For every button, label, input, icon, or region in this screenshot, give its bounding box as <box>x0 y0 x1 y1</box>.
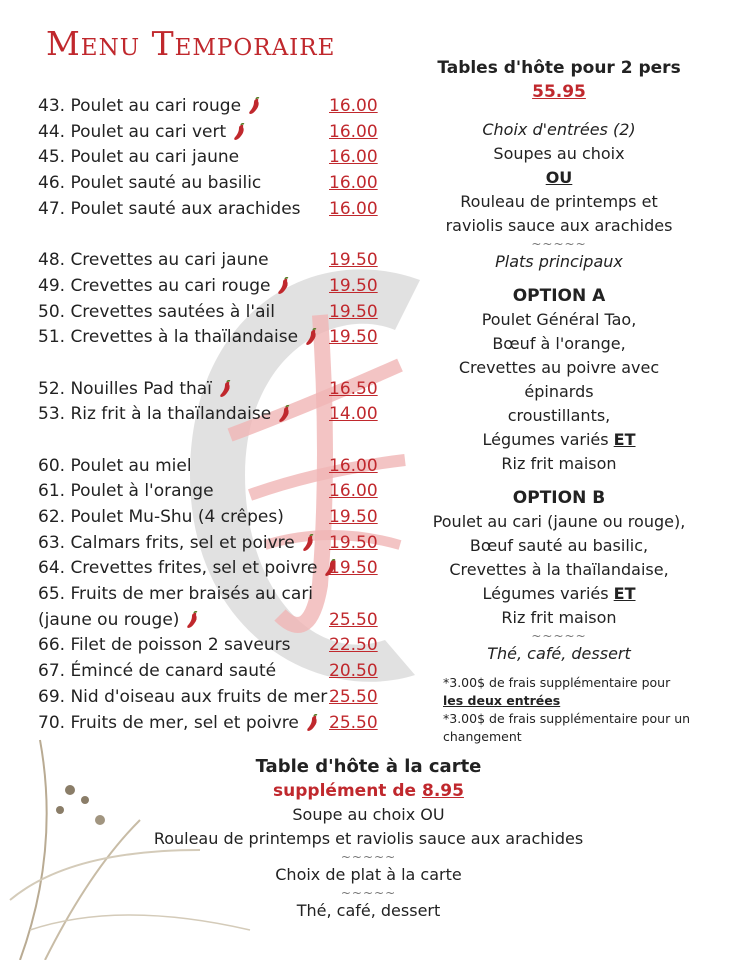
menu-item-name: (jaune ou rouge) <box>38 609 180 630</box>
menu-item-price: 16.00 <box>329 147 378 168</box>
option-b-title: OPTION B <box>512 488 606 508</box>
carte-section <box>0 755 737 923</box>
chili-pepper-icon <box>276 277 290 295</box>
supp-label: supplément de <box>273 781 417 801</box>
note2: *3.00$ de frais supplémentaire pour un changement <box>443 711 691 744</box>
option-a-line: croustillants, <box>507 406 611 425</box>
menu-item <box>38 248 388 274</box>
menu-item-name: 51. Crevettes à la thaïlandaise <box>38 327 299 348</box>
carte-title: Table d'hôte à la carte <box>255 756 482 777</box>
carte-line1: Soupe au choix OU <box>292 805 445 824</box>
menu-item <box>38 94 388 120</box>
menu-item-name: 47. Poulet sauté aux arachides <box>38 198 301 219</box>
menu-item-price: 20.50 <box>329 661 378 682</box>
carte-line4: Thé, café, dessert <box>296 901 441 920</box>
table-hote-price: 55.95 <box>532 82 586 102</box>
menu-item <box>38 479 388 505</box>
menu-item-price: 25.50 <box>329 686 378 707</box>
note1-b: les deux entrées <box>443 693 561 708</box>
menu-item-name: 63. Calmars frits, sel et poivre <box>38 532 295 553</box>
menu-item-name: 62. Poulet Mu-Shu (4 crêpes) <box>38 507 284 527</box>
riz-text: Riz frit maison <box>501 608 617 627</box>
soupes-text: Soupes au choix <box>493 144 625 163</box>
chili-pepper-icon <box>277 405 291 423</box>
chili-pepper-icon <box>304 328 318 346</box>
menu-item-name: 50. Crevettes sautées à l'ail <box>38 301 275 322</box>
option-a-line: Bœuf à l'orange, <box>492 334 626 353</box>
menu-item-price: 16.00 <box>329 455 378 476</box>
menu-item <box>38 582 388 608</box>
menu-item-name: 43. Poulet au cari rouge <box>38 96 242 116</box>
menu-item-price: 19.50 <box>329 558 378 579</box>
menu-item-name: 48. Crevettes au cari jaune <box>38 250 269 271</box>
carte-line3: Choix de plat à la carte <box>275 865 462 884</box>
menu-item-price: 19.50 <box>329 327 378 348</box>
menu-item <box>38 300 388 326</box>
menu-item-price: 19.50 <box>329 250 378 271</box>
option-a-line: Crevettes au poivre avec épinards <box>458 358 660 401</box>
note1-a: *3.00$ de frais supplémentaire pour <box>443 675 671 690</box>
menu-item-price: 16.50 <box>329 378 378 399</box>
rouleau-line2: raviolis sauce aux arachides <box>445 216 673 235</box>
option-b-line: Bœuf sauté au basilic, <box>469 536 649 555</box>
legumes-text: Légumes variés <box>482 584 609 603</box>
menu-item-name: 53. Riz frit à la thaïlandaise <box>38 404 272 425</box>
separator: ~~~~~ <box>340 850 397 864</box>
menu-item <box>38 454 388 480</box>
table-hote-panel <box>425 56 693 746</box>
menu-item-name: 69. Nid d'oiseau aux fruits de mer <box>38 686 328 707</box>
menu-item-price: 19.50 <box>329 507 378 527</box>
menu-item-name: 66. Filet de poisson 2 saveurs <box>38 635 291 656</box>
rouleau-line1: Rouleau de printemps et <box>460 192 658 211</box>
menu-item <box>38 402 388 428</box>
menu-list <box>38 94 388 736</box>
menu-item <box>38 171 388 197</box>
menu-item-price: 25.50 <box>329 712 378 733</box>
menu-item-name: 52. Nouilles Pad thaï <box>38 378 212 399</box>
menu-item <box>38 197 388 223</box>
chili-pepper-icon <box>301 534 315 552</box>
menu-item-price: 16.00 <box>329 96 378 116</box>
menu-item-price: 19.50 <box>329 301 378 322</box>
menu-item-price: 16.00 <box>329 121 378 142</box>
option-b-legumes <box>425 582 693 606</box>
menu-item <box>38 325 388 351</box>
menu-item <box>38 633 388 659</box>
menu-item-name: 44. Poulet au cari vert <box>38 121 227 142</box>
et-text: ET <box>613 584 636 603</box>
chili-pepper-icon <box>247 97 261 115</box>
menu-title: Menu Temporaire <box>46 24 336 63</box>
menu-item <box>38 531 388 557</box>
notes <box>425 674 693 746</box>
menu-item <box>38 685 388 711</box>
menu-item-name: 45. Poulet au cari jaune <box>38 147 240 168</box>
dessert-text: Thé, café, dessert <box>487 644 631 663</box>
menu-item-name: 46. Poulet sauté au basilic <box>38 173 262 194</box>
chili-pepper-icon <box>185 611 199 629</box>
chili-pepper-icon <box>218 380 232 398</box>
table-hote-title: Tables d'hôte pour 2 pers <box>437 58 681 78</box>
menu-item <box>38 711 388 737</box>
separator: ~~~~~ <box>340 886 397 900</box>
menu-item-price: 22.50 <box>329 635 378 656</box>
menu-item <box>38 556 388 582</box>
menu-item-name: 65. Fruits de mer braisés au cari <box>38 584 314 605</box>
option-b-line: Poulet au cari (jaune ou rouge), <box>432 512 686 531</box>
chili-pepper-icon <box>305 714 319 732</box>
menu-item <box>38 659 388 685</box>
menu-item-price: 14.00 <box>329 404 378 425</box>
menu-item-price: 16.00 <box>329 198 378 219</box>
option-a-line: Poulet Général Tao, <box>481 310 637 329</box>
menu-item-name: 60. Poulet au miel <box>38 455 192 476</box>
legumes-text: Légumes variés <box>482 430 609 449</box>
carte-supplement <box>0 779 737 803</box>
menu-item-price: 19.50 <box>329 532 378 553</box>
menu-item <box>38 145 388 171</box>
menu-item-name: 70. Fruits de mer, sel et poivre <box>38 712 299 733</box>
menu-item-name: 61. Poulet à l'orange <box>38 481 214 502</box>
option-a-title: OPTION A <box>512 286 606 306</box>
menu-item <box>38 377 388 403</box>
menu-item-name: 64. Crevettes frites, sel et poivre <box>38 558 318 579</box>
option-a-legumes <box>425 428 693 452</box>
chili-pepper-icon <box>232 123 246 141</box>
plats-label: Plats principaux <box>495 252 623 271</box>
carte-line2: Rouleau de printemps et raviolis sauce aux arachides <box>153 829 584 848</box>
supp-price: 8.95 <box>421 781 464 801</box>
riz-text: Riz frit maison <box>501 454 617 473</box>
menu-item-name: 49. Crevettes au cari rouge <box>38 275 271 296</box>
menu-item <box>38 120 388 146</box>
separator: ~~~~~ <box>531 629 587 643</box>
menu-item-price: 19.50 <box>329 275 378 296</box>
menu-item-price: 16.00 <box>329 481 378 502</box>
menu-item-price: 16.00 <box>329 173 378 194</box>
menu-item-name: 67. Émincé de canard sauté <box>38 661 277 682</box>
menu-item-continuation <box>38 608 388 634</box>
entrees-label: Choix d'entrées (2) <box>482 120 636 139</box>
separator: ~~~~~ <box>531 237 587 251</box>
et-text: ET <box>613 430 636 449</box>
menu-item <box>38 505 388 531</box>
ou-text: OU <box>545 168 573 187</box>
menu-item <box>38 274 388 300</box>
menu-item-price: 25.50 <box>329 609 378 630</box>
option-b-line: Crevettes à la thaïlandaise, <box>449 560 669 579</box>
